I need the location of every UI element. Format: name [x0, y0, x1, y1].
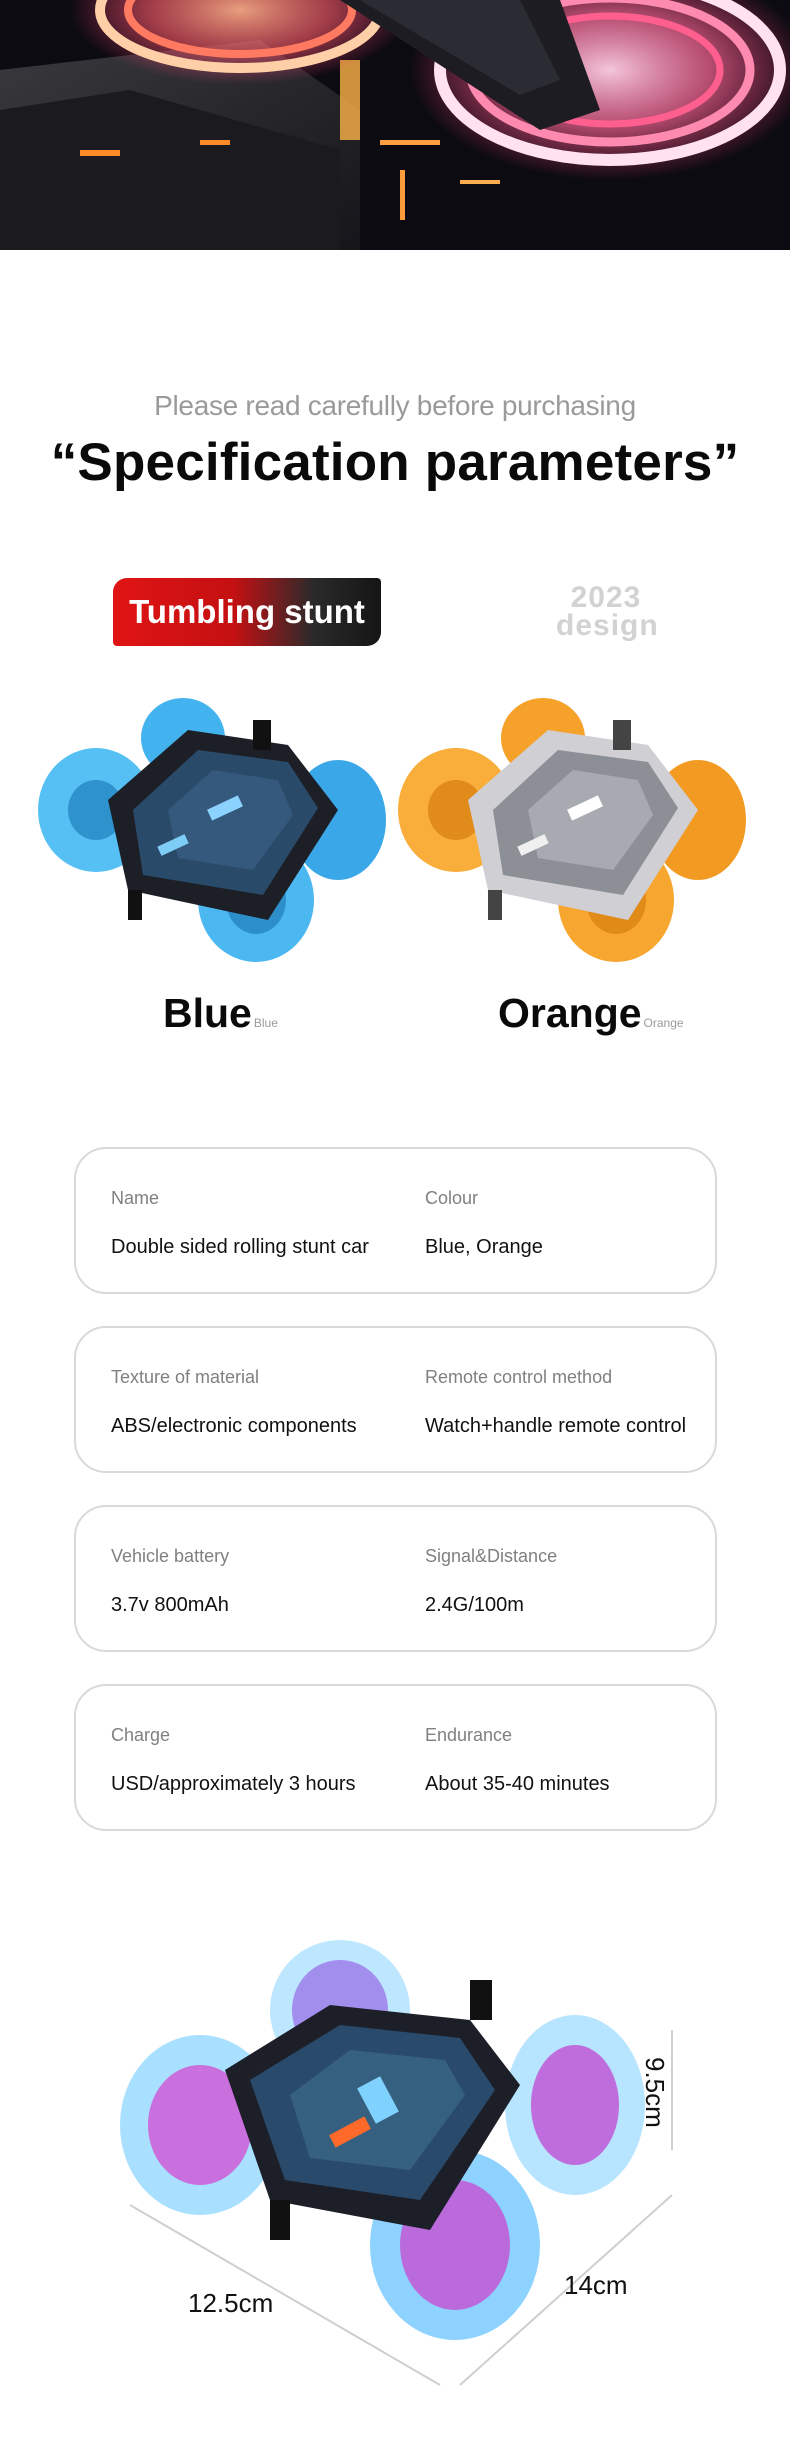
design-word: design [556, 609, 659, 642]
width-dimension-label: 12.5cm [188, 2288, 274, 2318]
spec-card-name [74, 1147, 717, 1294]
length-dimension-label: 14cm [564, 2270, 628, 2300]
spec-key: Remote control method [425, 1367, 613, 1387]
hero-illustration [0, 0, 790, 250]
blue-car-image [38, 690, 398, 970]
spec-key: Name [111, 1188, 160, 1208]
spec-value: About 35-40 minutes [425, 1773, 610, 1795]
notice-subtitle: Please read carefully before purchasing [154, 390, 636, 421]
spec-key: Endurance [425, 1725, 513, 1745]
variant-name-small: Orange [643, 1016, 684, 1030]
spec-value: ABS/electronic components [111, 1415, 357, 1437]
variant-name-small: Blue [253, 1016, 278, 1030]
feature-badge: Tumbling stunt [113, 578, 381, 646]
spec-key: Charge [111, 1725, 171, 1745]
spec-card-charge [74, 1684, 717, 1831]
variant-name: Orange [498, 990, 642, 1036]
spec-value: Double sided rolling stunt car [111, 1236, 369, 1258]
spec-key: Texture of material [111, 1367, 260, 1387]
page-title: “Specification parameters” [50, 433, 740, 492]
variant-label-orange [498, 990, 684, 1037]
orange-car-image [398, 690, 758, 970]
spec-card-battery [74, 1505, 717, 1652]
spec-value: 2.4G/100m [425, 1594, 524, 1616]
spec-key: Colour [425, 1188, 479, 1208]
height-dimension-label: 9.5cm [640, 2057, 670, 2128]
spec-value: 3.7v 800mAh [111, 1594, 229, 1616]
spec-value: Blue, Orange [425, 1236, 543, 1258]
design-year-mark [556, 581, 659, 642]
spec-key: Vehicle battery [111, 1546, 230, 1566]
variant-name: Blue [163, 990, 252, 1036]
spec-key: Signal&Distance [425, 1546, 558, 1566]
variant-label-blue [163, 990, 278, 1037]
dimension-illustration [0, 1900, 790, 2446]
design-year: 2023 [570, 581, 642, 614]
spec-card-material [74, 1326, 717, 1473]
spec-value: USD/approximately 3 hours [111, 1773, 356, 1795]
spec-value: Watch+handle remote control [425, 1415, 687, 1437]
hero-image [0, 0, 790, 250]
